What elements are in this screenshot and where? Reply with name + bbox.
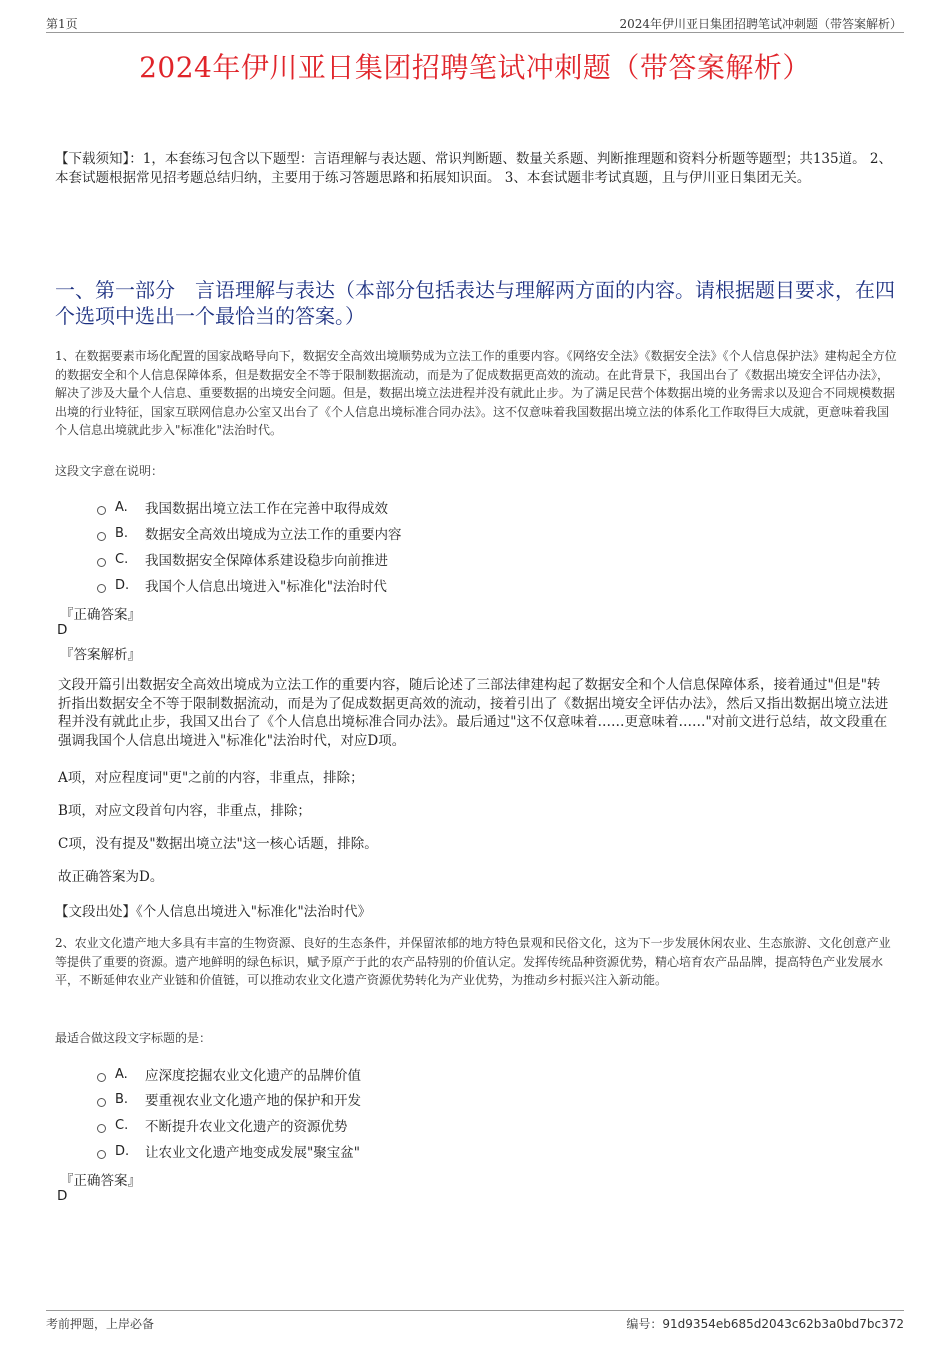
question-1-answer: D bbox=[57, 622, 68, 638]
option-letter: B. bbox=[115, 525, 129, 541]
option-letter: A. bbox=[115, 1066, 128, 1082]
question-1-text: 1、在数据要素市场化配置的国家战略导向下，数据安全高效出境顺势成为立法工作的重要内容。《网络安全法》《数据安全法》《个人信息保护法》建构起全方位的数据安全和个人信息保障体系，但是数据安全不等于限制数据流动，而是为了促成数据更高效的流动。在此背景下，我国出台了《数据出境安全评估办法》，解决了涉及大量个人信息、重要数据的出境安全问题。但是，数据出境立法进程并没有就此止步。为了满足民营个体数据出境的业务需求以及迎合不同规模数据出境的行业特征，国家互联网信息办公室又出台了《个人信息出境标准合同办法》。这不仅意味着我国数据出境立法的体系化工作取得巨大成就，更意味着我国个人信息出境就此步入"标准化"法治时代。 bbox=[55, 349, 897, 437]
download-notice: 【下载须知】：1，本套练习包含以下题型：言语理解与表达题、常识判断题、数量关系题、判断推理题和资料分析题等题型；共135道。 2、本套试题根据常见招考题总结归纳，主要用于练习答题思路和拓展知识面。 3、本套试题非考试真题，且与伊川亚日集团无关。 bbox=[55, 151, 892, 186]
option-letter: D. bbox=[115, 1143, 130, 1159]
option-text: 数据安全高效出境成为立法工作的重要内容 bbox=[145, 527, 402, 543]
question-1-analysis-label: 『答案解析』 bbox=[60, 647, 141, 663]
option-text: 要重视农业文化遗产地的保护和开发 bbox=[145, 1093, 361, 1109]
question-2-option-a[interactable] bbox=[97, 1064, 361, 1084]
option-text: 不断提升农业文化遗产的资源优势 bbox=[145, 1119, 348, 1135]
question-2-answer-label: 『正确答案』 bbox=[60, 1173, 141, 1189]
question-2-option-b[interactable] bbox=[97, 1089, 361, 1109]
question-1-source: 【文段出处】《个人信息出境进入"标准化"法治时代》 bbox=[55, 904, 372, 920]
question-2-text: 2、农业文化遗产地大多具有丰富的生物资源、良好的生态条件，并保留浓郁的地方特色景观和民俗文化，这为下一步发展休闲农业、生态旅游、文化创意产业等提供了重要的资源。遗产地鲜明的绿色标识，赋予原产于此的农产品特别的价值认定。发挥传统品种资源优势，精心培育农产品品牌，提高特色产业发展水平，不断延伸农业产业链和价值链，可以推动农业文化遗产资源优势转化为产业优势，为推动乡村振兴注入新动能。 bbox=[55, 936, 891, 987]
option-text: 我国数据出境立法工作在完善中取得成效 bbox=[145, 501, 388, 517]
option-letter: C. bbox=[115, 1117, 129, 1133]
radio-icon[interactable] bbox=[97, 558, 106, 567]
footer-serial-label: 编号： bbox=[626, 1317, 663, 1331]
question-1-answer-label: 『正确答案』 bbox=[60, 607, 141, 623]
footer-slogan: 考前押题，上岸必备 bbox=[46, 1317, 155, 1331]
option-letter: C. bbox=[115, 551, 129, 567]
question-1-conclusion: 故正确答案为D。 bbox=[58, 869, 164, 885]
question-1-option-c[interactable] bbox=[97, 549, 388, 569]
question-1-option-b-analysis: B项，对应文段首句内容，非重点，排除； bbox=[58, 803, 311, 819]
radio-icon[interactable] bbox=[97, 506, 106, 515]
option-letter: D. bbox=[115, 577, 130, 593]
question-1-prompt: 这段文字意在说明： bbox=[55, 464, 164, 478]
radio-icon[interactable] bbox=[97, 1124, 106, 1133]
radio-icon[interactable] bbox=[97, 1073, 106, 1082]
question-2-answer: D bbox=[57, 1188, 68, 1204]
question-1-option-a[interactable] bbox=[97, 497, 388, 517]
radio-icon[interactable] bbox=[97, 1150, 106, 1159]
question-1-analysis: 文段开篇引出数据安全高效出境成为立法工作的重要内容，随后论述了三部法律建构起了数据安全和个人信息保障体系，接着通过"但是"转折指出数据安全不等于限制数据流动，而是为了促成数据更高效的流动，接着引出了《数据出境安全评估办法》，然后又指出数据出境立法进程并没有就此止步，我国又出台了《个人信息出境标准合同办法》。最后通过"这不仅意味着……更意味着……"对前文进行总结，故文段重在强调我国个人信息出境进入"标准化"法治时代，对应D项。 bbox=[58, 677, 889, 749]
question-2-option-d[interactable] bbox=[97, 1141, 360, 1161]
section-title: 一、第一部分 言语理解与表达（本部分包括表达与理解两方面的内容。请根据题目要求，在四个选项中选出一个最恰当的答案。） bbox=[55, 278, 895, 328]
question-1-option-d[interactable] bbox=[97, 575, 387, 595]
question-2-option-c[interactable] bbox=[97, 1115, 348, 1135]
option-text: 我国数据安全保障体系建设稳步向前推进 bbox=[145, 553, 388, 569]
question-1-option-a-analysis: A项，对应程度词"更"之前的内容，非重点，排除； bbox=[58, 770, 364, 786]
footer-divider bbox=[46, 1310, 904, 1311]
footer-serial bbox=[626, 1315, 904, 1332]
header-doc-title: 2024年伊川亚日集团招聘笔试冲刺题（带答案解析） bbox=[619, 17, 902, 31]
option-text: 让农业文化遗产地变成发展"聚宝盆" bbox=[145, 1145, 360, 1161]
page-number: 第1页 bbox=[46, 17, 78, 31]
option-text: 我国个人信息出境进入"标准化"法治时代 bbox=[145, 579, 387, 595]
radio-icon[interactable] bbox=[97, 1098, 106, 1107]
option-text: 应深度挖掘农业文化遗产的品牌价值 bbox=[145, 1068, 361, 1084]
option-letter: B. bbox=[115, 1091, 129, 1107]
radio-icon[interactable] bbox=[97, 584, 106, 593]
footer-serial-code: 91d9354eb685d2043c62b3a0bd7bc372 bbox=[662, 1317, 904, 1331]
question-1-option-c-analysis: C项，没有提及"数据出境立法"这一核心话题，排除。 bbox=[58, 836, 378, 852]
header-divider bbox=[46, 32, 904, 33]
option-letter: A. bbox=[115, 499, 128, 515]
radio-icon[interactable] bbox=[97, 532, 106, 541]
question-2-prompt: 最适合做这段文字标题的是： bbox=[55, 1031, 212, 1045]
question-1-option-b[interactable] bbox=[97, 523, 402, 543]
document-title: 2024年伊川亚日集团招聘笔试冲刺题（带答案解析） bbox=[139, 51, 811, 84]
